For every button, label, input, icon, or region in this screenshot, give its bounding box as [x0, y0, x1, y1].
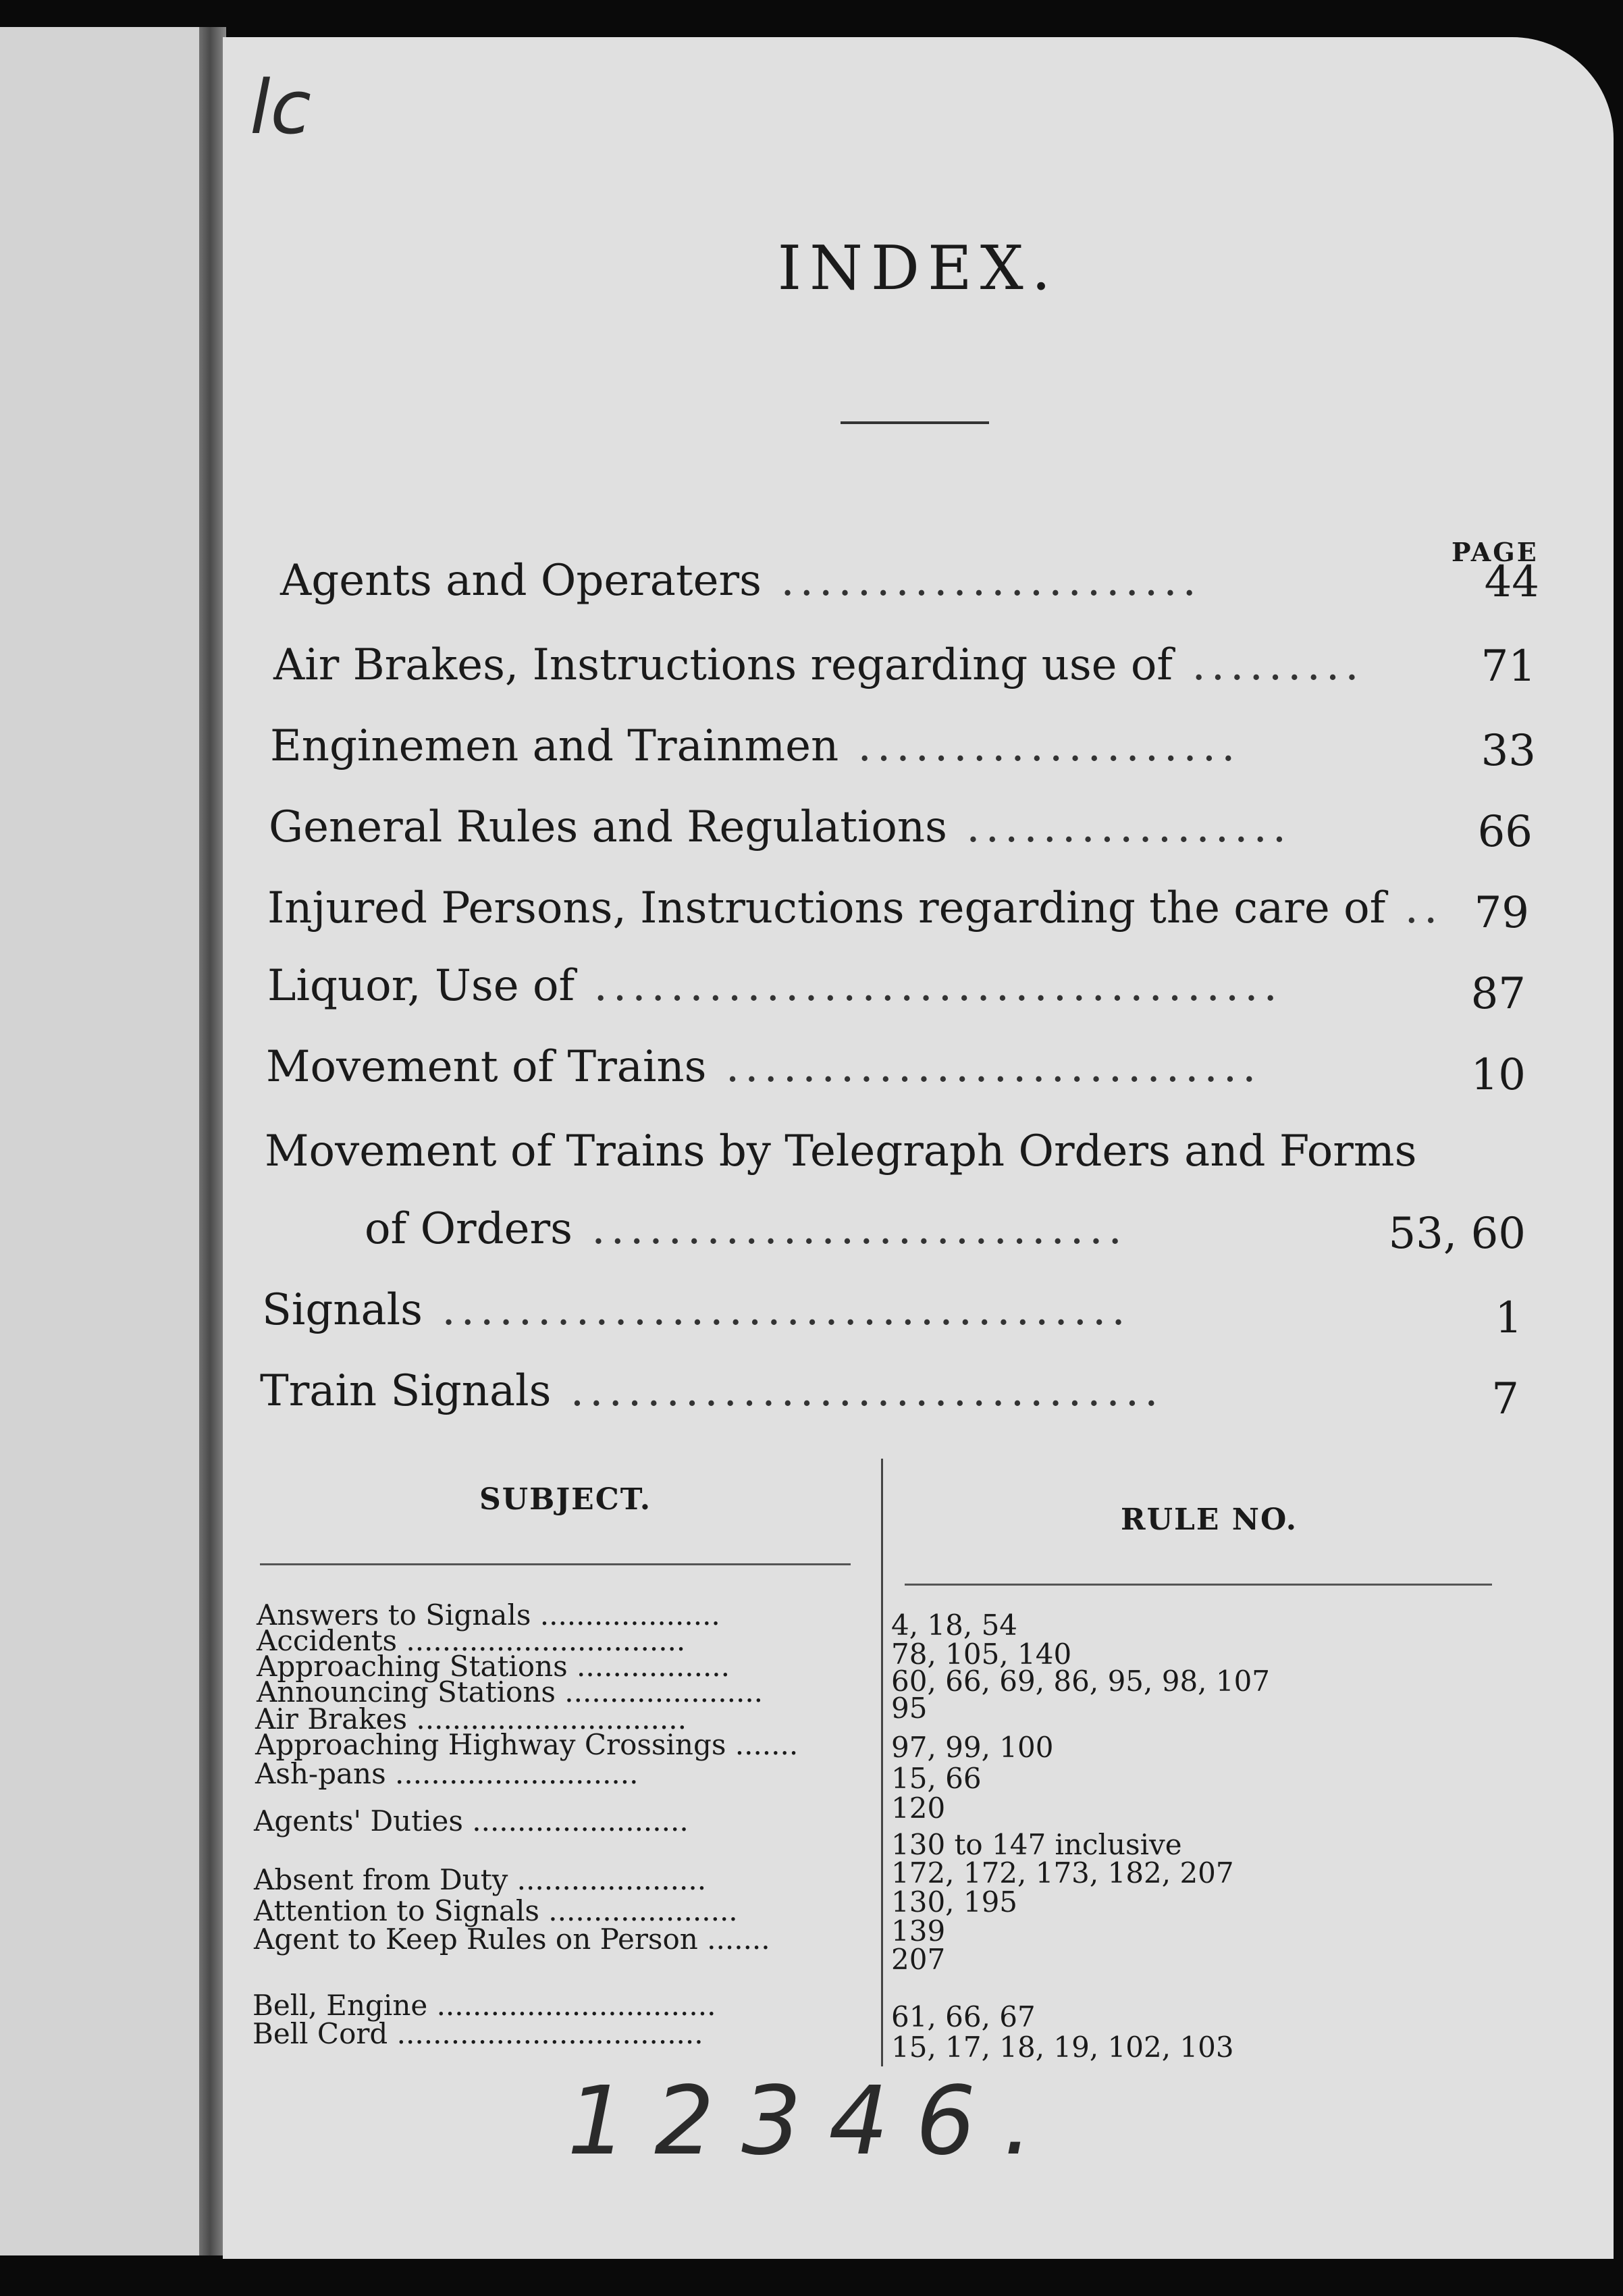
table-row-subject: Announcing Stations ...................... [257, 1675, 764, 1708]
entry-label: Agents and Operaters [280, 556, 762, 606]
entry-label: Liquor, Use of [267, 961, 575, 1011]
facing-page [0, 27, 207, 2255]
subject-column-header: SUBJECT. [479, 1482, 652, 1517]
table-row-rules: 207 [891, 1943, 946, 1976]
table-row-rules: 120 [891, 1792, 946, 1825]
table-row-subject: Agents' Duties ........................ [254, 1804, 689, 1837]
index-entry: of Orders ............................ [365, 1204, 1127, 1254]
entry-label: of Orders [365, 1204, 573, 1254]
index-entry: Train Signals ............................... [260, 1366, 1164, 1416]
index-entry: Enginemen and Trainmen .................... [270, 721, 1241, 771]
table-row-subject: Bell, Engine ............................... [252, 1989, 716, 2022]
entry-page: 44 [1484, 557, 1539, 607]
entry-label: Signals [262, 1285, 423, 1335]
entry-page: 7 [1491, 1374, 1519, 1424]
handwritten-corner-note: lc [250, 64, 312, 151]
table-row-rules: 61, 66, 67 [891, 2000, 1036, 2033]
page-column-header: PAGE [1452, 537, 1539, 567]
index-entry [265, 1124, 1416, 1178]
table-row-subject: Accidents ............................... [257, 1624, 686, 1657]
table-row-rules: 15, 66 [891, 1762, 982, 1795]
page-title: INDEX. [777, 233, 1059, 304]
table-row-subject: Air Brakes .............................. [255, 1702, 687, 1736]
table-row-subject: Attention to Signals ..................... [254, 1894, 738, 1927]
entry-label: General Rules and Regulations [269, 802, 947, 852]
index-entry: Injured Persons, Instructions regarding the care of .. [267, 883, 1443, 933]
entry-label: Air Brakes, Instructions regarding use of [273, 640, 1173, 690]
table-row-rules: 139 [891, 1914, 946, 1948]
table-row-rules: 60, 66, 69, 86, 95, 98, 107 [891, 1665, 1271, 1698]
entry-page: 66 [1477, 807, 1533, 857]
entry-label: Train Signals [260, 1366, 552, 1416]
book-spine [199, 27, 226, 2255]
table-row-subject: Approaching Highway Crossings ....... [255, 1728, 799, 1761]
title-divider [841, 421, 989, 424]
table-row-rules: 95 [891, 1692, 928, 1725]
table-row-subject: Bell Cord .................................. [252, 2017, 703, 2050]
column-divider [881, 1459, 883, 2066]
table-row-rules: 97, 99, 100 [891, 1731, 1054, 1764]
entry-page: 33 [1481, 726, 1536, 776]
table-row-subject: Ash-pans ........................... [255, 1757, 639, 1790]
entry-page: 79 [1474, 888, 1529, 938]
table-row-rules: 172, 172, 173, 182, 207 [891, 1856, 1234, 1889]
index-entry: General Rules and Regulations ................. [269, 802, 1292, 852]
entry-page: 10 [1470, 1050, 1526, 1100]
entry-label: Movement of Trains by Telegraph Orders and Forms [265, 1126, 1417, 1176]
table-row-rules: 78, 105, 140 [891, 1638, 1072, 1671]
table-row-subject: Approaching Stations ................. [257, 1650, 730, 1683]
index-entry: Liquor, Use of .................................... [267, 961, 1283, 1011]
rule-column-header: RULE NO. [1121, 1503, 1298, 1537]
table-row-rules: 130 to 147 inclusive [891, 1828, 1182, 1861]
index-entry: Air Brakes, Instructions regarding use of ......... [273, 640, 1364, 690]
entry-label: Movement of Trains [266, 1042, 707, 1092]
table-row-subject: Answers to Signals .................... [257, 1598, 720, 1632]
entry-page: 1 [1495, 1293, 1522, 1343]
handwritten-catalog-number: 12346. [567, 2066, 1060, 2176]
entry-page: 71 [1481, 642, 1536, 692]
table-row-subject: Absent from Duty ..................... [254, 1863, 707, 1896]
entry-label: Enginemen and Trainmen [270, 721, 839, 771]
table-row-rules: 130, 195 [891, 1885, 1018, 1919]
subject-header-rule [260, 1563, 851, 1565]
index-entry: Signals .................................... [262, 1285, 1131, 1335]
index-entry: Movement of Trains ............................ [266, 1042, 1262, 1092]
table-row-rules: 4, 18, 54 [891, 1609, 1018, 1642]
entry-page: 53, 60 [1388, 1209, 1526, 1259]
table-row-subject: Agent to Keep Rules on Person ....... [254, 1923, 770, 1956]
table-row-rules: 15, 17, 18, 19, 102, 103 [891, 2031, 1234, 2064]
rule-header-rule [905, 1584, 1492, 1586]
index-entry: Agents and Operaters ...................... [280, 556, 1202, 606]
entry-label: Injured Persons, Instructions regarding the care of [267, 883, 1386, 933]
entry-page: 87 [1470, 969, 1526, 1019]
